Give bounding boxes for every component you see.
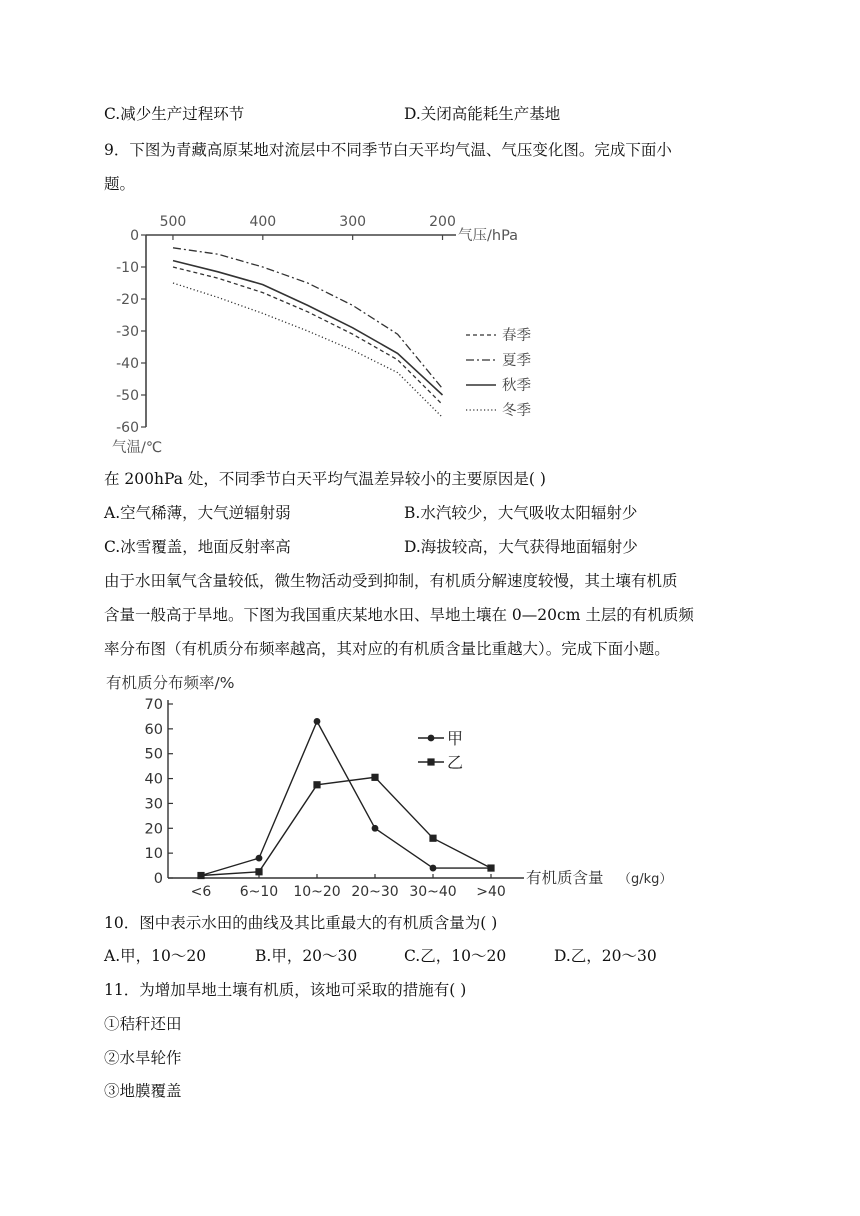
q9-stem-line2: 题。 — [104, 175, 136, 193]
data-point-jia — [372, 825, 379, 832]
y-tick-label: 30 — [144, 796, 163, 813]
x-tick-label: 200 — [429, 214, 456, 230]
y-tick-label: 40 — [144, 771, 163, 788]
q10-option-a: A.甲，10～20 — [104, 947, 207, 965]
series-line-4 — [173, 283, 443, 417]
x-tick-label: 300 — [339, 214, 367, 230]
y-axis-title: 有机质分布频率/% — [106, 674, 235, 692]
y-tick-label: 0 — [153, 871, 163, 887]
x-axis-unit: （g/kg） — [618, 872, 673, 887]
data-point-yi — [371, 774, 378, 781]
q10-option-c: C.乙，10～20 — [404, 947, 507, 965]
series-line-2 — [173, 248, 443, 389]
q10-option-d: D.乙，20～30 — [554, 947, 657, 965]
q8-option-c: C.减少生产过程环节 — [104, 105, 245, 123]
y-tick-label: -10 — [116, 260, 139, 276]
x-tick-label: 500 — [159, 214, 187, 230]
x-tick-label: <6 — [190, 884, 212, 898]
x-tick-label: >40 — [476, 884, 506, 898]
passage-line2: 含量一般高于旱地。下图为我国重庆某地水田、旱地土壤在 0—20cm 土层的有机质频 — [104, 606, 694, 624]
legend-marker-jia — [428, 735, 435, 742]
x-tick-label: 400 — [249, 214, 277, 230]
legend-label-2: 夏季 — [502, 353, 531, 369]
data-point-jia — [430, 865, 437, 872]
series-line-2 — [201, 777, 491, 875]
x-tick-label: 30~40 — [409, 884, 457, 898]
y-tick-label: 10 — [144, 846, 163, 863]
y-axis-title: 气温/℃ — [112, 440, 163, 456]
q9-stem-line1: 9．下图为青藏高原某地对流层中不同季节白天平均气温、气压变化图。完成下面小 — [104, 141, 672, 159]
legend-label-4: 冬季 — [502, 403, 531, 419]
q9-option-d: D.海拔较高，大气获得地面辐射少 — [404, 538, 638, 556]
x-tick-label: 10~20 — [293, 884, 341, 898]
data-point-yi — [255, 868, 262, 875]
data-point-yi — [487, 864, 494, 871]
x-tick-label: 20~30 — [351, 884, 399, 898]
data-point-yi — [197, 872, 204, 879]
x-tick-label: 6~10 — [239, 884, 279, 898]
q9-question: 在 200hPa 处，不同季节白天平均气温差异较小的主要原因是( ) — [104, 470, 546, 488]
q9-option-a: A.空气稀薄，大气逆辐射弱 — [104, 504, 291, 522]
y-tick-label: 20 — [144, 821, 163, 838]
passage-line1: 由于水田氧气含量较低，微生物活动受到抑制，有机质分解速度较慢，其土壤有机质 — [104, 572, 678, 590]
q9-option-b: B.水汽较少，大气吸收太阳辐射少 — [404, 504, 638, 522]
y-tick-label: 0 — [130, 228, 139, 244]
y-tick-label: 70 — [144, 697, 163, 713]
q11-item-3: ③地膜覆盖 — [104, 1082, 182, 1100]
legend-label-1: 春季 — [502, 328, 531, 344]
series-line-3 — [173, 261, 443, 395]
q10-option-b: B.甲，20～30 — [255, 947, 358, 965]
legend-marker-yi — [427, 758, 434, 765]
q11-item-2: ②水旱轮作 — [104, 1049, 182, 1067]
y-tick-label: -50 — [116, 388, 139, 404]
y-tick-label: 60 — [144, 721, 163, 738]
q8-option-d: D.关闭高能耗生产基地 — [404, 105, 561, 123]
legend-label-3: 秋季 — [502, 378, 531, 394]
q9-option-c: C.冰雪覆盖，地面反射率高 — [104, 538, 291, 556]
passage-line3: 率分布图（有机质分布频率越高，其对应的有机质含量比重越大）。完成下面小题。 — [104, 640, 670, 658]
temperature-pressure-chart — [104, 205, 544, 460]
x-axis-title: 气压/hPa — [458, 228, 519, 244]
series-line-1 — [173, 267, 443, 405]
q11-stem: 11．为增加旱地土壤有机质，该地可采取的措施有( ) — [104, 981, 467, 999]
y-tick-label: -20 — [116, 292, 139, 308]
q11-item-1: ①秸秆还田 — [104, 1015, 182, 1033]
data-point-yi — [313, 781, 320, 788]
data-point-yi — [429, 835, 436, 842]
legend-label-2: 乙 — [447, 753, 464, 772]
y-tick-label: -30 — [116, 324, 139, 340]
legend-label-1: 甲 — [447, 729, 464, 748]
data-point-jia — [314, 718, 321, 725]
y-tick-label: -60 — [116, 420, 139, 436]
data-point-jia — [256, 855, 263, 862]
organic-matter-frequency-chart — [104, 668, 680, 898]
y-tick-label: -40 — [116, 356, 139, 372]
x-axis-title: 有机质含量 — [526, 869, 604, 887]
q10-stem: 10．图中表示水田的曲线及其比重最大的有机质含量为( ) — [104, 914, 498, 932]
y-tick-label: 50 — [144, 746, 163, 763]
